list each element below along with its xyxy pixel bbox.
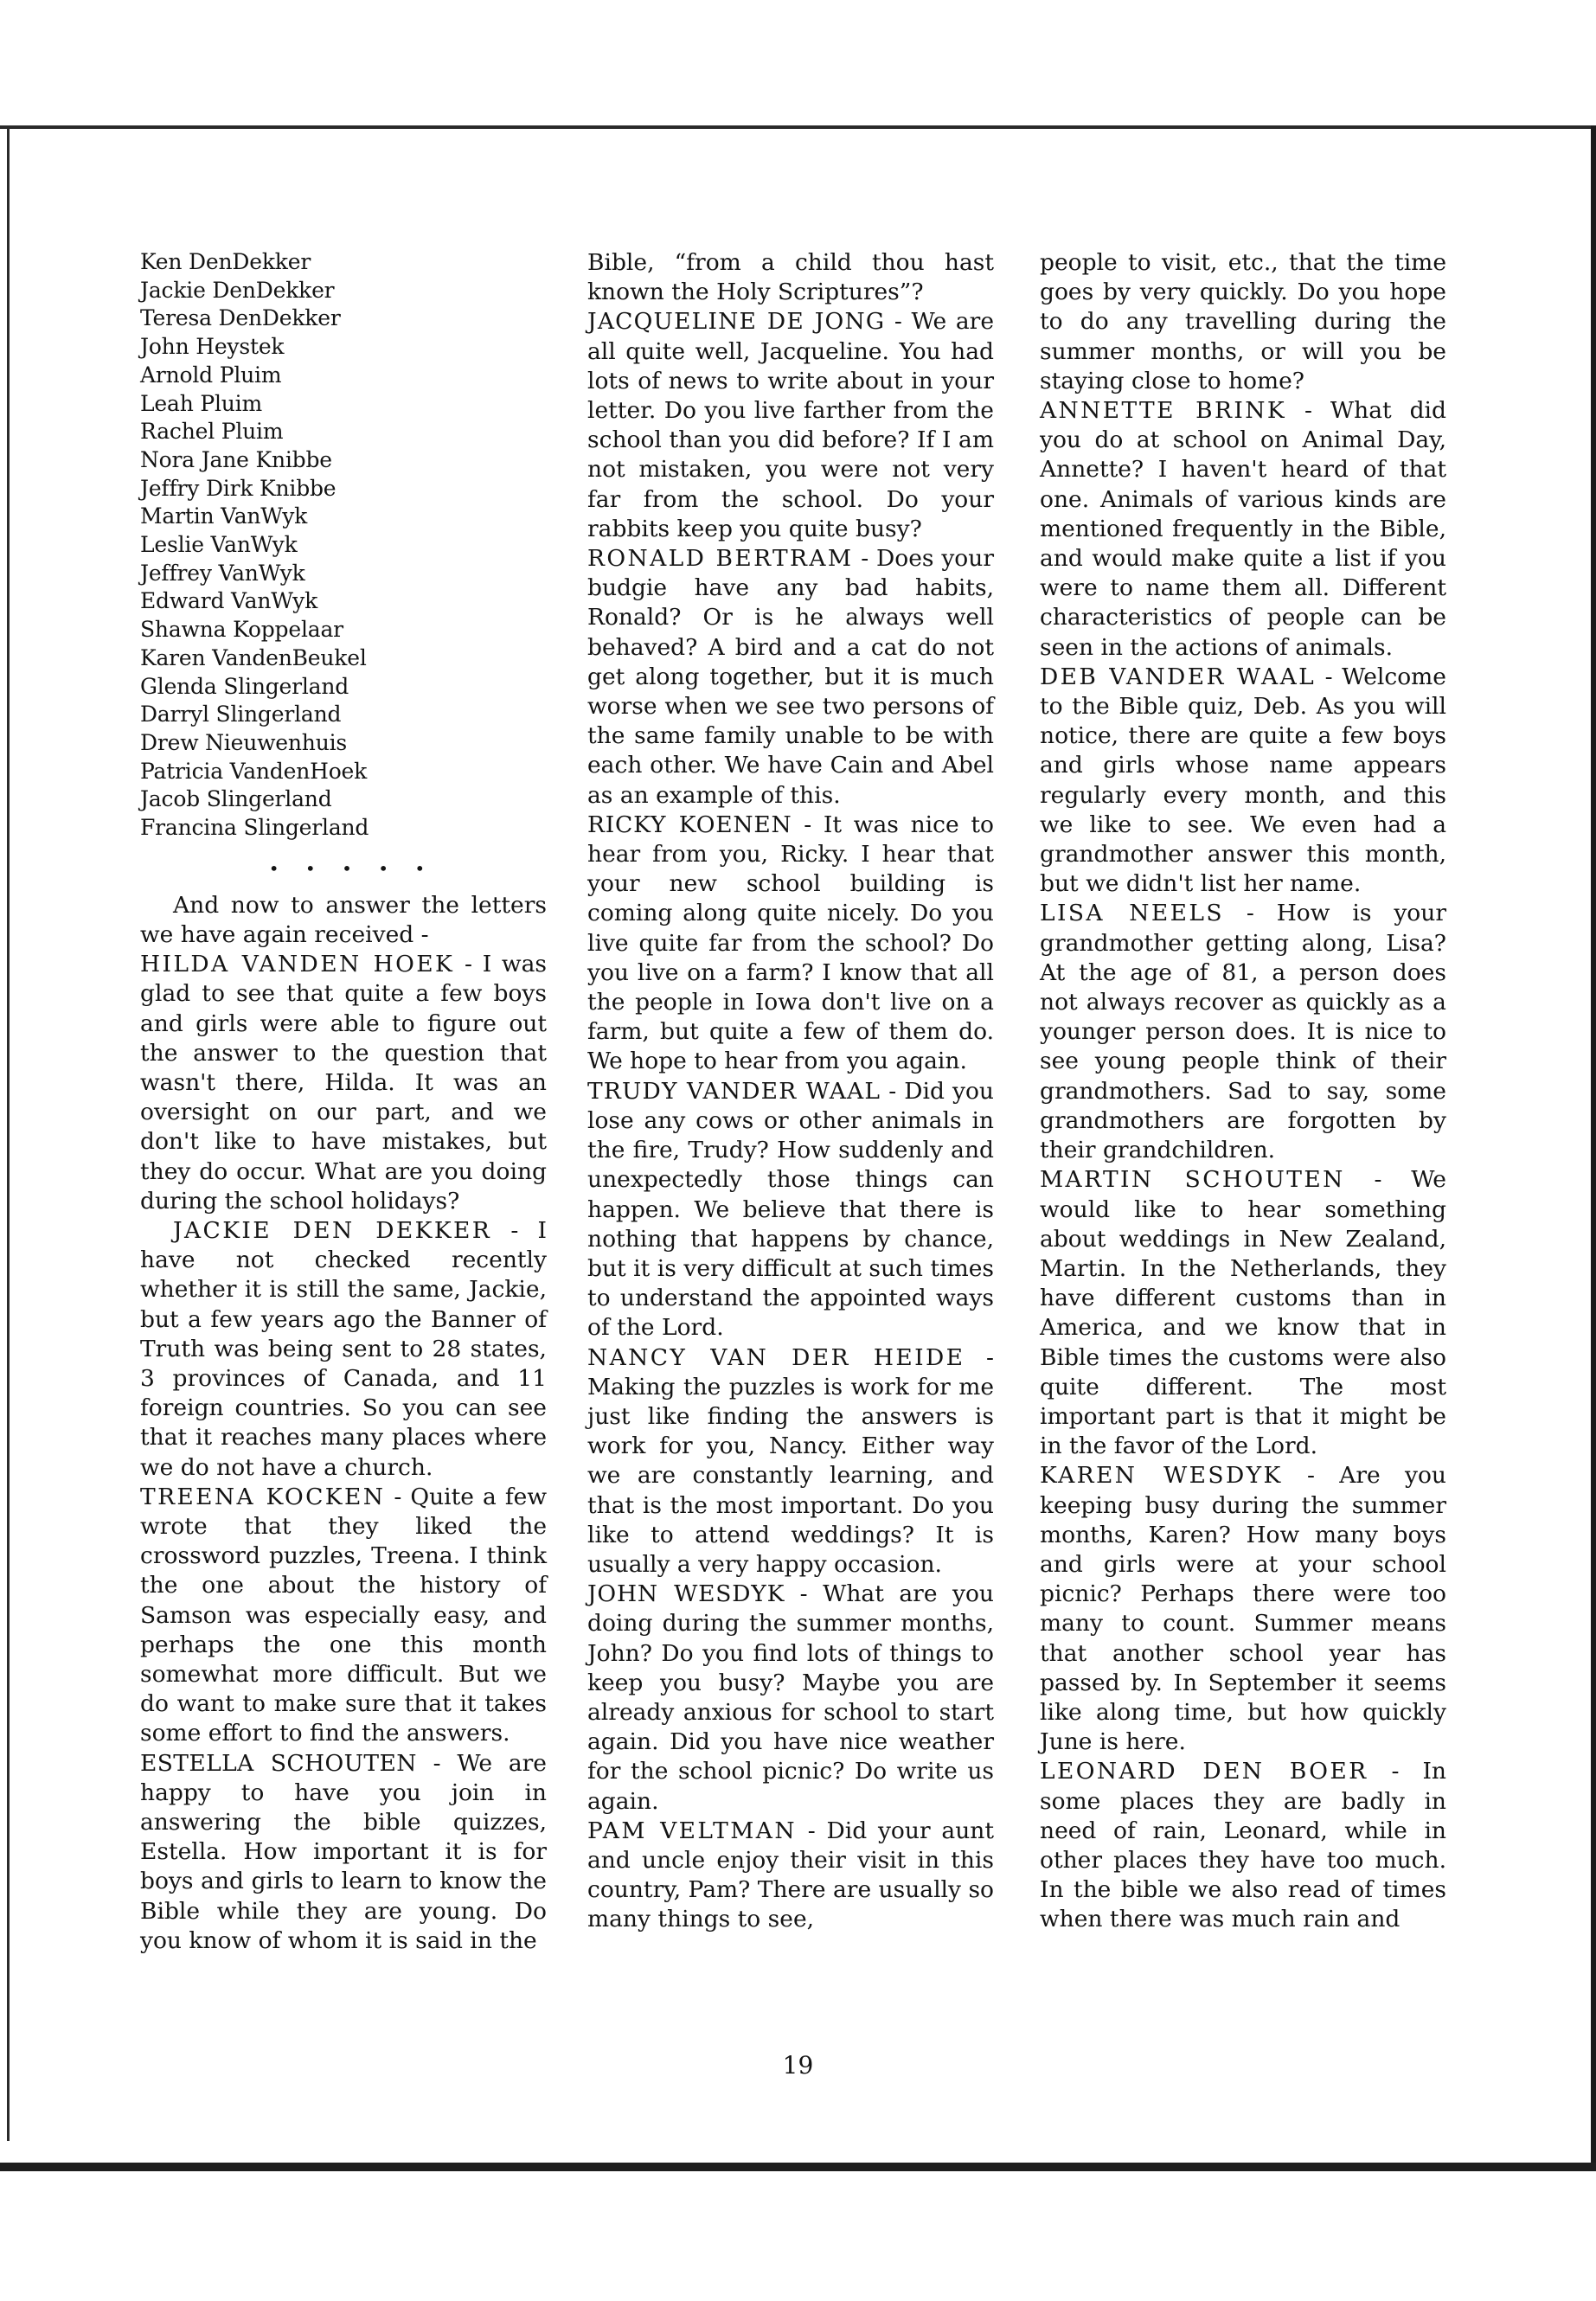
- letter-reply-text: Are you keeping busy during the summer months, Karen? How many boys and girls were at your school picnic? Perhaps there were too many to count. Summer means that another school year has passed by. In September it seems like along time, but how quickly June is here.: [1040, 1462, 1446, 1756]
- letter-writer-name: ESTELLA SCHOUTEN: [140, 1749, 417, 1777]
- letter-reply-text: Did your aunt and uncle enjoy their visit in this country, Pam? There are usually so many things to see,: [587, 1817, 994, 1933]
- letter-reply-continued: [1040, 248, 1446, 396]
- letter-writer-name: NANCY VAN DER HEIDE: [587, 1343, 965, 1371]
- intro-text: And now to answer the letters we have again received -: [140, 891, 547, 948]
- participant-name: Jeffrey VanWyk: [140, 560, 305, 586]
- letter-reply-continued: [587, 248, 994, 307]
- letter-reply-text: We would like to hear something about weddings in New Zealand, Martin. In the Netherlands, they have different customs than in America, and we know that in Bible times the customs were also quite different. The most important part is that it might be in the favor of the Lord.: [1040, 1166, 1446, 1460]
- participant-name: Karen VandenBeukel: [140, 644, 367, 670]
- letter-writer-name: MARTIN SCHOUTEN: [1040, 1166, 1345, 1194]
- letter-reply: TREENA KOCKEN - Quite a few wrote that they liked the crossword puzzles, Treena. I think the one about the history of Samson was especially easy, and perhaps the one this month somewhat more difficult. But we do want to make sure that it takes some effort to find the answers.: [140, 1483, 548, 1747]
- letter-writer-name: KAREN WESDYK: [1040, 1462, 1283, 1490]
- scan-border-left: [7, 125, 10, 2141]
- participant-list: [140, 248, 547, 843]
- letter-reply: JOHN WESDYK - What are you doing during the summer months, John? Do you find lots of things to keep you busy? Maybe you are already anxious for school to start again. Did you have nice weather for the school picnic? Do write us again.: [587, 1580, 994, 1815]
- participant-name: Leslie VanWyk: [140, 532, 298, 558]
- participant-name: Edward VanWyk: [140, 588, 318, 614]
- letter-reply-text: What are you doing during the summer months, John? Do you find lots of things to keep you busy? Maybe you are already anxious for school to start again. Did you have nice weather for the school picnic? Do write us again.: [587, 1580, 994, 1815]
- section-separator: • • • • •: [268, 857, 436, 879]
- letter-reply: TRUDY VANDER WAAL - Did you lose any cows or other animals in the fire, Trudy? How suddenly and unexpectedly those things can happen. We believe that there is nothing that happens by chance, but it is very difficult at such times to understand the appointed ways of the Lord.: [587, 1077, 994, 1342]
- letter-reply-text: What did you do at school on Animal Day, Annette? I haven't heard of that one. Animals of various kinds are mentioned frequently in the Bible, and would make quite a list if you were to name them all. Different characteristics of people can be seen in the actions of animals.: [1040, 397, 1446, 661]
- scan-border-right: [1591, 125, 1596, 2167]
- letter-reply-text: I was glad to see that quite a few boys and girls were able to figure out the answer to the question that wasn't there, Hilda. It was an oversight on our part, and we don't like to have mistakes, but they do occur. What are you doing during the school holidays?: [140, 951, 547, 1215]
- participant-name: Leah Pluim: [140, 390, 262, 416]
- letter-writer-name: PAM VELTMAN: [587, 1817, 797, 1844]
- participant-name: Francina Slingerland: [140, 815, 369, 841]
- participant-name: Nora Jane Knibbe: [140, 446, 332, 472]
- column-1: [140, 248, 547, 1956]
- page-number: 19: [782, 2051, 814, 2080]
- participant-name: John Heystek: [140, 334, 285, 360]
- letter-reply: PAM VELTMAN - Did your aunt and uncle enjoy their visit in this country, Pam? There are usually so many things to see,: [587, 1817, 994, 1933]
- participant-name: Rachel Pluim: [140, 419, 284, 445]
- scan-border-top: [0, 125, 1596, 129]
- letter-reply: ANNETTE BRINK - What did you do at school on Animal Day, Annette? I haven't heard of that one. Animals of various kinds are mentioned frequently in the Bible, and would make quite a list if you were to name them all. Different characteristics of people can be seen in the actions of animals.: [1040, 397, 1446, 661]
- participant-name: Ken DenDekker: [140, 249, 311, 274]
- participant-name: Drew Nieuwenhuis: [140, 729, 348, 755]
- participant-name: Jacob Slingerland: [140, 786, 332, 812]
- letter-writer-name: DEB VANDER WAAL: [1040, 663, 1317, 690]
- participant-name: Glenda Slingerland: [140, 673, 349, 699]
- letter-reply-text: Bible, “from a child thou hast known the Holy Scriptures”?: [587, 249, 994, 306]
- letter-reply-text: We are all quite well, Jacqueline. You had lots of news to write about in your letter. Do you live farther from the school than you did before? If I am not mistaken, you were not very far from the school. Do your rabbits keep you quite busy?: [587, 308, 994, 542]
- letter-writer-name: JACKIE DEN DEKKER: [173, 1217, 492, 1244]
- participant-name: Teresa DenDekker: [140, 305, 341, 331]
- letter-reply: KAREN WESDYK - Are you keeping busy during the summer months, Karen? How many boys and girls were at your school picnic? Perhaps there were too many to count. Summer means that another school year has passed by. In September it seems like along time, but how quickly June is here.: [1040, 1462, 1446, 1756]
- letter-reply: ESTELLA SCHOUTEN - We are happy to have you join in answering the bible quizzes, Estella. How important it is for boys and girls to learn to know the Bible while they are young. Do you know of whom it is said in the: [140, 1749, 547, 1954]
- participant-name: Jeffry Dirk Knibbe: [140, 475, 337, 501]
- letter-reply: RONALD BERTRAM - Does your budgie have any bad habits, Ronald? Or is he always well behaved? A bird and a cat do not get along together, but it is much worse when we see two persons of the same family unable to be with each other. We have Cain and Abel as an example of this.: [587, 545, 994, 809]
- letter-reply-text: people to visit, etc., that the time goes by very quickly. Do you hope to do any travelling during the summer months, or will you be staying close to home?: [1040, 249, 1446, 394]
- letter-reply: HILDA VANDEN HOEK - I was glad to see that quite a few boys and girls were able to figure out the answer to the question that wasn't there, Hilda. It was an oversight on our part, and we don't like to have mistakes, but they do occur. What are you doing during the school holidays?: [140, 951, 547, 1215]
- letter-reply: JACQUELINE DE JONG - We are all quite well, Jacqueline. You had lots of news to write about in your letter. Do you live farther from the school than you did before? If I am not mistaken, you were not very far from the school. Do your rabbits keep you quite busy?: [587, 308, 994, 542]
- letter-reply-text: In some places they are badly in need of rain, Leonard, while in other places they have too much. In the bible we also read of times when there was much rain and: [1040, 1758, 1446, 1933]
- letter-writer-name: LEONARD DEN BOER: [1040, 1758, 1368, 1785]
- letter-reply-text: We are happy to have you join in answering the bible quizzes, Estella. How important it is for boys and girls to learn to know the Bible while they are young. Do you know of whom it is said in the: [140, 1749, 547, 1954]
- letter-reply-text: Did you lose any cows or other animals in the fire, Trudy? How suddenly and unexpectedly those things can happen. We believe that there is nothing that happens by chance, but it is very difficult at such times to understand the appointed ways of the Lord.: [587, 1077, 994, 1342]
- letter-reply: MARTIN SCHOUTEN - We would like to hear something about weddings in New Zealand, Martin. In the Netherlands, they have different customs than in America, and we know that in Bible times the customs were also quite different. The most important part is that it might be in the favor of the Lord.: [1040, 1166, 1446, 1460]
- letter-writer-name: JACQUELINE DE JONG: [587, 308, 886, 336]
- letter-reply-text: Making the puzzles is work for me just like finding the answers is work for you, Nancy. Either way we are constantly learning, and that is the most important. Do you like to attend weddings? It is usually a very happy occasion.: [587, 1373, 994, 1578]
- scan-border-bottom: [0, 2163, 1596, 2171]
- letter-writer-name: TRUDY VANDER WAAL: [587, 1077, 881, 1105]
- letter-reply-text: How is your grandmother getting along, Lisa? At the age of 81, a person does not always recover as quickly as a younger person does. It is nice to see young people think of their grandmothers. Sad to say, some grandmothers are forgotten by their grandchildren.: [1040, 900, 1446, 1164]
- letter-reply-text: Does your budgie have any bad habits, Ronald? Or is he always well behaved? A bird and a cat do not get along together, but it is much worse when we see two persons of the same family unable to be with each other. We have Cain and Abel as an example of this.: [587, 545, 994, 809]
- letter-writer-name: HILDA VANDEN HOEK: [140, 951, 455, 978]
- letter-writer-name: LISA NEELS: [1040, 900, 1224, 927]
- letter-reply: NANCY VAN DER HEIDE - Making the puzzles is work for me just like finding the answers is work for you, Nancy. Either way we are constantly learning, and that is the most important. Do you like to attend weddings? It is usually a very happy occasion.: [587, 1343, 994, 1578]
- letter-reply: RICKY KOENEN - It was nice to hear from you, Ricky. I hear that your new school building is coming along quite nicely. Do you live quite far from the school? Do you live on a farm? I know that all the people in Iowa don't live on a farm, but quite a few of them do. We hope to hear from you again.: [587, 811, 994, 1075]
- participant-name: Shawna Koppelaar: [140, 617, 343, 643]
- letter-reply-text: Welcome to the Bible quiz, Deb. As you will notice, there are quite a few boys and girls whose name appears regularly every month, and this we like to see. We even had a grandmother answer this month, but we didn't list her name.: [1040, 663, 1446, 898]
- letter-reply-text: It was nice to hear from you, Ricky. I hear that your new school building is coming along quite nicely. Do you live quite far from the school? Do you live on a farm? I know that all the people in Iowa don't live on a farm, but quite a few of them do. We hope to hear from you again.: [587, 811, 994, 1075]
- participant-name: Patricia VandenHoek: [140, 758, 368, 784]
- letter-writer-name: ANNETTE BRINK: [1040, 397, 1287, 425]
- letter-writer-name: JOHN WESDYK: [587, 1580, 785, 1608]
- letter-reply-text: Quite a few wrote that they liked the crossword puzzles, Treena. I think the one about the history of Samson was especially easy, and perhaps the one this month somewhat more difficult. But we do want to make sure that it takes some effort to find the answers.: [140, 1483, 548, 1747]
- letter-reply: LEONARD DEN BOER - In some places they are badly in need of rain, Leonard, while in other places they have too much. In the bible we also read of times when there was much rain and: [1040, 1758, 1446, 1933]
- participant-name: Jackie DenDekker: [140, 277, 335, 303]
- column-2: [587, 248, 994, 1935]
- letter-writer-name: TREENA KOCKEN: [140, 1483, 386, 1510]
- participant-name: Martin VanWyk: [140, 503, 308, 529]
- column-3: [1040, 248, 1446, 1935]
- letter-reply: LISA NEELS - How is your grandmother getting along, Lisa? At the age of 81, a person does not always recover as quickly as a younger person does. It is nice to see young people think of their grandmothers. Sad to say, some grandmothers are forgotten by their grandchildren.: [1040, 900, 1446, 1164]
- letter-writer-name: RICKY KOENEN: [587, 811, 792, 838]
- letter-reply-text: I have not checked recently whether it is still the same, Jackie, but a few years ago the Banner of Truth was being sent to 28 states, 3 provinces of Canada, and 11 foreign countries. So you can see that it reaches many places where we do not have a church.: [140, 1217, 547, 1481]
- letter-writer-name: RONALD BERTRAM: [587, 545, 854, 573]
- letter-reply: DEB VANDER WAAL - Welcome to the Bible quiz, Deb. As you will notice, there are quite a few boys and girls whose name appears regularly every month, and this we like to see. We even had a grandmother answer this month, but we didn't list her name.: [1040, 663, 1446, 898]
- letter-reply: JACKIE DEN DEKKER - I have not checked recently whether it is still the same, Jackie, but a few years ago the Banner of Truth was being sent to 28 states, 3 provinces of Canada, and 11 foreign countries. So you can see that it reaches many places where we do not have a church.: [140, 1217, 547, 1481]
- participant-name: Darryl Slingerland: [140, 702, 342, 727]
- participant-name: Arnold Pluim: [140, 362, 282, 388]
